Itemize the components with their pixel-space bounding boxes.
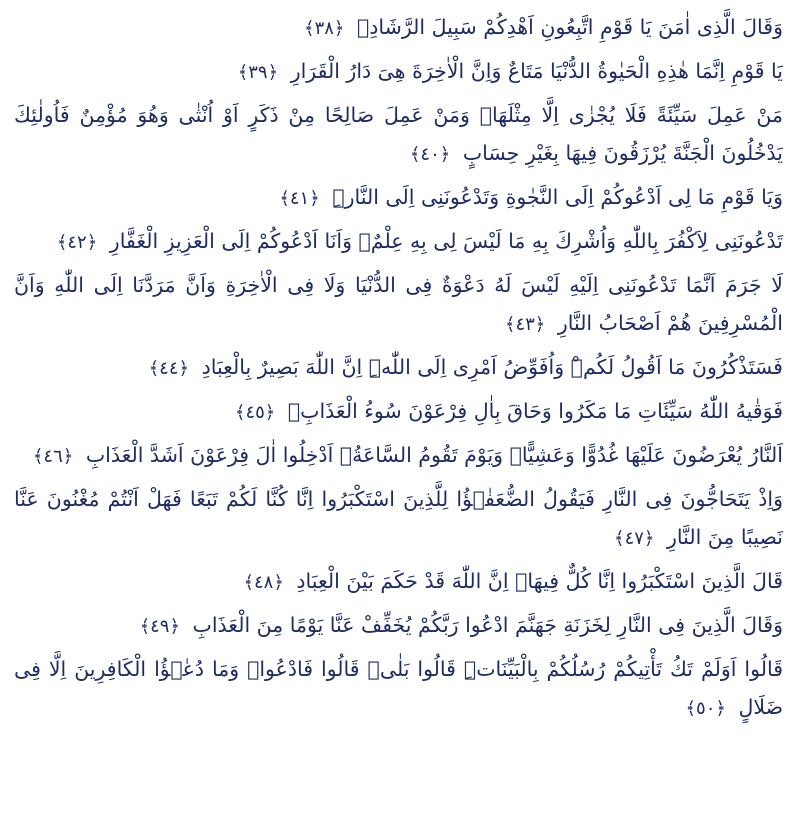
verse-number-marker: ﴿٥٠﴾ (685, 698, 726, 719)
verse-50 (14, 650, 783, 726)
verse-number-marker: ﴿٣٨﴾ (304, 18, 345, 39)
verse-44 (14, 348, 783, 386)
verse-text: فَوَقٰيهُ اللّٰهُ سَيِّئَاتِ مَا مَكَرُوا وَحَاقَ بِاٰلِ فِرْعَوْنَ سُوءُ الْعَذَابِۚ (287, 399, 783, 423)
verse-number-marker: ﴿٤٧﴾ (614, 528, 655, 549)
verse-text: وَيَا قَوْمِ مَا لِى اَدْعُوكُمْ اِلَى النَّجٰوةِ وَتَدْعُونَنِى اِلَى النَّارِۜ (332, 185, 783, 209)
verse-number-marker: ﴿٤٢﴾ (56, 232, 98, 253)
verse-41 (14, 178, 783, 216)
verse-text: اَلنَّارُ يُعْرَضُونَ عَلَيْهَا غُدُوًّا وَعَشِيًّاۚ وَيَوْمَ تَقُومُ السَّاعَةُ۠ اَدْخِلُوا اٰلَ فِرْعَوْنَ اَشَدَّ الْعَذَابِ (85, 443, 783, 467)
verse-number-marker: ﴿٤٤﴾ (148, 358, 190, 379)
verse-text: وَقَالَ الَّذِينَ فِى النَّارِ لِخَزَنَةِ جَهَنَّمَ ادْعُوا رَبَّكُمْ يُخَفِّفْ عَنَّا يَوْمًا مِنَ الْعَذَابِ (192, 613, 783, 637)
verse-text: لَا جَرَمَ اَنَّمَا تَدْعُونَنِى اِلَيْهِ لَيْسَ لَهُ دَعْوَةٌ فِى الدُّنْيَا وَلَا فِى الْاٰخِرَةِ وَاَنَّ مَرَدَّنَا اِلَى اللّٰهِ وَاَنَّ الْمُسْرِفِينَ هُمْ اَصْحَابُ النَّارِ (14, 273, 783, 335)
verse-text: تَدْعُونَنِى لِاَكْفُرَ بِاللّٰهِ وَاُشْرِكَ بِهِ مَا لَيْسَ لِى بِهِ عِلْمٌۘ وَاَنَا اَدْعُوكُمْ اِلَى الْعَزِيزِ الْغَفَّارِ (109, 229, 783, 253)
verse-text: قَالَ الَّذِينَ اسْتَكْبَرُوا اِنَّا كُلٌّ فِيهَاۙ اِنَّ اللّٰهَ قَدْ حَكَمَ بَيْنَ الْعِبَادِ (296, 569, 783, 593)
verse-number-marker: ﴿٤٨﴾ (243, 572, 284, 593)
verse-text: وَاِذْ يَتَحَاجُّونَ فِى النَّارِ فَيَقُولُ الضُّعَفٰۤؤُا لِلَّذِينَ اسْتَكْبَرُوا اِنَّا كُنَّا لَكُمْ تَبَعًا فَهَلْ اَنْتُمْ مُغْنُونَ عَنَّا نَصِيبًا مِنَ النَّارِ (14, 487, 783, 549)
verse-text: يَا قَوْمِ اِنَّمَا هٰذِهِ الْحَيٰوةُ الدُّنْيَا مَتَاعٌ وَاِنَّ الْاٰخِرَةَ هِىَ دَارُ الْقَرَارِ (290, 59, 783, 83)
verse-text: وَقَالَ الَّذِى اٰمَنَ يَا قَوْمِ اتَّبِعُونِ اَهْدِكُمْ سَبِيلَ الرَّشَادِۚ (356, 15, 783, 39)
verse-45 (14, 392, 783, 430)
verse-number-marker: ﴿٤٦﴾ (32, 446, 74, 467)
verse-number-marker: ﴿٤١﴾ (279, 188, 320, 209)
verse-number-marker: ﴿٤٥﴾ (234, 402, 276, 423)
verse-48 (14, 562, 783, 600)
verse-text: قَالُوا اَوَلَمْ تَكُ تَأْتِيكُمْ رُسُلُكُمْ بِالْبَيِّنَاتِۜ قَالُوا بَلٰىۜ قَالُوا فَادْعُواۚ وَمَا دُعٰۤؤُا الْكَافِرِينَ اِلَّا فِى ضَلَالٍ (14, 657, 783, 719)
verse-text: مَنْ عَمِلَ سَيِّئَةً فَلَا يُجْزٰى اِلَّا مِثْلَهَاۚ وَمَنْ عَمِلَ صَالِحًا مِنْ ذَكَرٍ اَوْ اُنْثٰى وَهُوَ مُؤْمِنٌ فَاُولٰئِكَ يَدْخُلُونَ الْجَنَّةَ يُرْزَقُونَ فِيهَا بِغَيْرِ حِسَابٍ (14, 103, 783, 165)
verse-49 (14, 606, 783, 644)
verse-40 (14, 96, 783, 172)
verse-text: فَسَتَذْكُرُونَ مَا اَقُولُ لَكُمْۜ وَاُفَوِّضُ اَمْرِى اِلَى اللّٰهِۜ اِنَّ اللّٰهَ بَصِيرٌ بِالْعِبَادِ (201, 355, 783, 379)
verse-38 (14, 8, 783, 46)
verse-46 (14, 436, 783, 474)
verse-number-marker: ﴿٣٩﴾ (237, 62, 279, 83)
verse-42 (14, 222, 783, 260)
verse-number-marker: ﴿٤٠﴾ (409, 144, 451, 165)
verse-number-marker: ﴿٤٣﴾ (504, 314, 546, 335)
verse-number-marker: ﴿٤٩﴾ (139, 616, 181, 637)
verse-47 (14, 480, 783, 556)
verse-43 (14, 266, 783, 342)
verse-39 (14, 52, 783, 90)
